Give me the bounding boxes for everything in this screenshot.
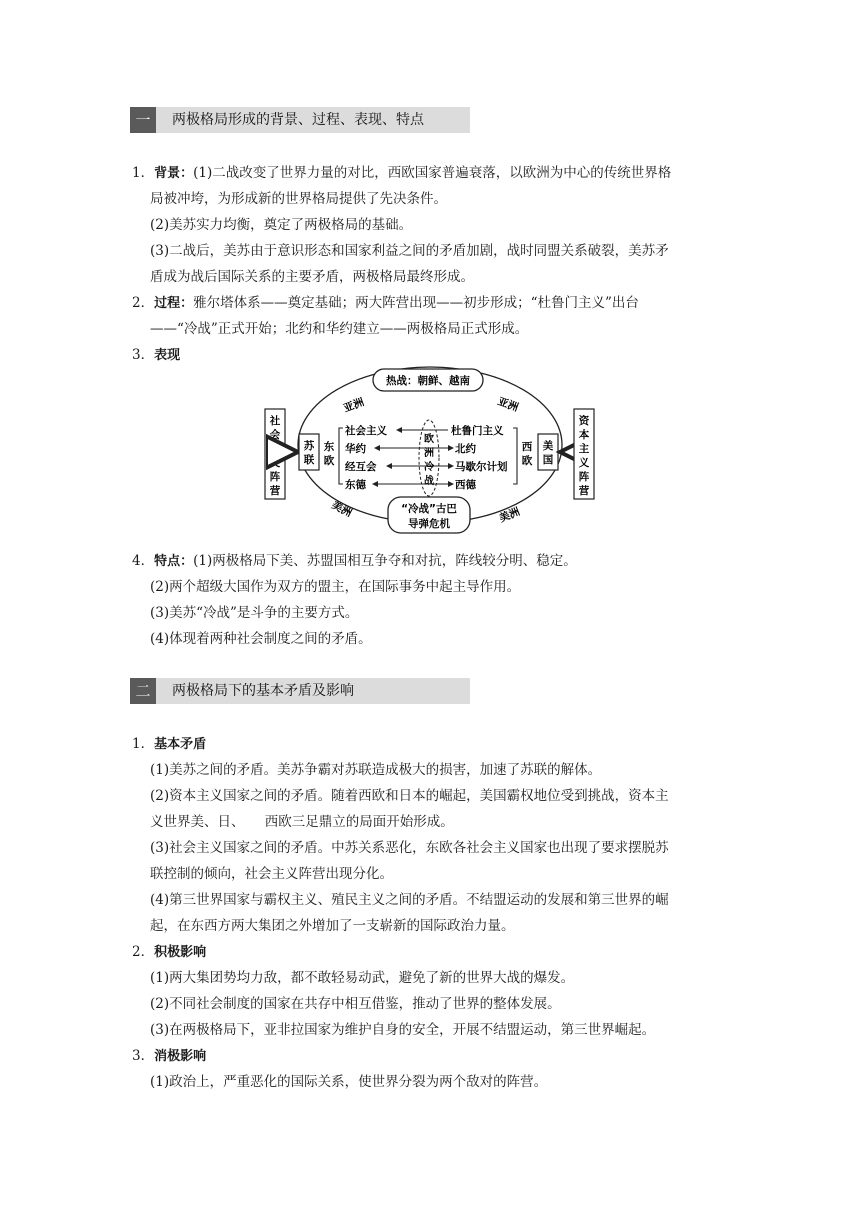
- text-line: (2)两个超级大国作为双方的盟主，在国际事务中起主导作用。: [150, 579, 521, 595]
- cold-war-label-2: 导弹危机: [408, 518, 450, 530]
- text-line: (3)在两极格局下，亚非拉国家为维护自身的安全，开展不结盟运动，第三世界崛起。: [150, 1022, 656, 1038]
- svg-text:洲: 洲: [424, 448, 434, 459]
- svg-text:主: 主: [578, 443, 590, 455]
- list-item-negative-impact: [132, 1046, 206, 1067]
- text-line: 局被冲垮，为形成新的世界格局提供了先决条件。: [150, 191, 447, 207]
- section-title: 两极格局形成的背景、过程、表现、特点: [172, 112, 424, 128]
- item-number: 2．: [132, 944, 155, 960]
- america-label-left: 美洲: [329, 499, 354, 520]
- item-label: 表现: [154, 348, 181, 363]
- east-europe-label-1: 东: [323, 441, 335, 453]
- list-item-positive-impact: [132, 942, 206, 963]
- svg-text:西德: 西德: [455, 479, 476, 491]
- svg-text:主: 主: [269, 443, 281, 455]
- cold-war-arrows: [373, 430, 453, 484]
- item-number: 3．: [132, 1048, 155, 1064]
- svg-text:阵: 阵: [578, 471, 590, 483]
- text-line: (1)美苏之间的矛盾。美苏争霸对苏联造成极大的损害，加速了苏联的解体。: [150, 762, 602, 778]
- item-number: 2．: [132, 295, 155, 311]
- svg-text:资: 资: [578, 415, 590, 427]
- europe-cold-war-label: [424, 432, 435, 487]
- svg-text:会: 会: [269, 429, 281, 441]
- svg-text:本: 本: [578, 429, 590, 441]
- list-item-basic-contradictions: [132, 734, 206, 755]
- svg-text:义: 义: [578, 457, 590, 469]
- usa-label-1: 美: [542, 440, 554, 452]
- text-line: 联控制的倾向，社会主义阵营出现分化。: [150, 866, 393, 882]
- item-label: 基本矛盾: [154, 737, 207, 752]
- bipolar-pattern-diagram: [255, 362, 605, 547]
- text-line: (1)两极格局下美、苏盟国相互争夺和对抗，阵线较分明、稳定。: [193, 553, 577, 569]
- list-item-process: [132, 293, 639, 314]
- svg-text:经互会: 经互会: [345, 461, 377, 473]
- text-line: 雅尔塔体系——奠定基础；两大阵营出现——初步形成；“杜鲁门主义”出台: [193, 295, 639, 311]
- text-line: (1)政治上，严重恶化的国际关系，使世界分裂为两个敌对的阵营。: [150, 1074, 548, 1090]
- section-header-1: [130, 107, 470, 133]
- svg-text:欧: 欧: [424, 434, 434, 445]
- svg-text:营: 营: [578, 485, 590, 497]
- east-bloc-items: [344, 424, 387, 491]
- list-item-manifestation: [132, 345, 180, 366]
- svg-text:冷: 冷: [424, 462, 434, 473]
- west-europe-label-2: 欧: [521, 455, 533, 467]
- svg-text:营: 营: [269, 485, 281, 497]
- ussr-label-1: 苏: [303, 440, 315, 452]
- text-line: (3)社会主义国家之间的矛盾。中苏关系恶化，东欧各社会主义国家也出现了要求摆脱苏: [150, 840, 669, 856]
- right-bracket: [513, 428, 517, 484]
- asia-label-right: 亚洲: [495, 395, 520, 415]
- text-line: (2)美苏实力均衡，奠定了两极格局的基础。: [150, 217, 413, 233]
- section-header-2: [130, 678, 470, 704]
- text-line: (4)第三世界国家与霸权主义、殖民主义之间的矛盾。不结盟运动的发展和第三世界的崛: [150, 892, 669, 908]
- section-title: 两极格局下的基本矛盾及影响: [172, 683, 354, 699]
- text-line: 盾成为战后国际关系的主要矛盾，两极格局最终形成。: [150, 269, 474, 285]
- svg-text:北约: 北约: [455, 443, 476, 455]
- west-europe-label-1: 西: [521, 441, 533, 453]
- text-line: 起，在东西方两大集团之外增加了一支崭新的国际政治力量。: [150, 918, 515, 934]
- cold-war-label-1: “冷战”古巴: [401, 503, 457, 515]
- item-label: 消极影响: [154, 1049, 207, 1064]
- east-europe-label-2: 欧: [323, 455, 335, 467]
- svg-text:东德: 东德: [345, 479, 366, 491]
- text-line: (1)二战改变了世界力量的对比，西欧国家普遍衰落，以欧洲为中心的传统世界格: [193, 165, 672, 181]
- hot-war-label: 热战：朝鲜、越南: [386, 375, 470, 387]
- svg-text:杜鲁门主义: 杜鲁门主义: [451, 425, 504, 437]
- left-bracket: [339, 428, 343, 484]
- text-line: ——“冷战”正式开始；北约和华约建立——两极格局正式形成。: [150, 321, 529, 337]
- svg-text:马歇尔计划: 马歇尔计划: [455, 461, 508, 473]
- svg-text:社: 社: [269, 415, 281, 427]
- item-number: 4．: [132, 553, 155, 569]
- list-item-background: [132, 163, 671, 184]
- svg-text:社会主义: 社会主义: [345, 425, 387, 437]
- item-label: 积极影响: [154, 945, 207, 960]
- svg-text:阵: 阵: [269, 471, 281, 483]
- item-number: 1．: [132, 165, 155, 181]
- text-line: (2)资本主义国家之间的矛盾。随着西欧和日本的崛起，美国霸权地位受到挑战，资本主: [150, 788, 669, 804]
- svg-text:华约: 华约: [345, 443, 366, 455]
- svg-text:战: 战: [424, 476, 434, 487]
- usa-label-2: 国: [542, 454, 554, 466]
- item-label: 特点：: [154, 554, 194, 569]
- section-number: 一: [130, 107, 156, 133]
- ussr-label-2: 联: [303, 454, 315, 466]
- item-label: 过程：: [154, 296, 194, 311]
- america-label-right: 美洲: [497, 505, 522, 525]
- text-line: (2)不同社会制度的国家在共存中相互借鉴，推动了世界的整体发展。: [150, 996, 561, 1012]
- asia-label-left: 亚洲: [341, 396, 366, 415]
- text-line: 义世界美、日、 西欧三足鼎立的局面开始形成。: [150, 814, 454, 830]
- west-bloc-items: [451, 424, 508, 491]
- svg-text:义: 义: [269, 457, 281, 469]
- section-number: 二: [130, 678, 156, 704]
- text-line: (3)二战后，美苏由于意识形态和国家利益之间的矛盾加剧，战时同盟关系破裂，美苏矛: [150, 243, 669, 259]
- item-label: 背景：: [154, 166, 194, 181]
- item-number: 3．: [132, 347, 155, 363]
- text-line: (4)体现着两种社会制度之间的矛盾。: [150, 631, 372, 647]
- text-line: (1)两大集团势均力敌，都不敢轻易动武，避免了新的世界大战的爆发。: [150, 970, 575, 986]
- item-number: 1．: [132, 736, 155, 752]
- list-item-features: [132, 551, 577, 572]
- text-line: (3)美苏“冷战”是斗争的主要方式。: [150, 605, 359, 621]
